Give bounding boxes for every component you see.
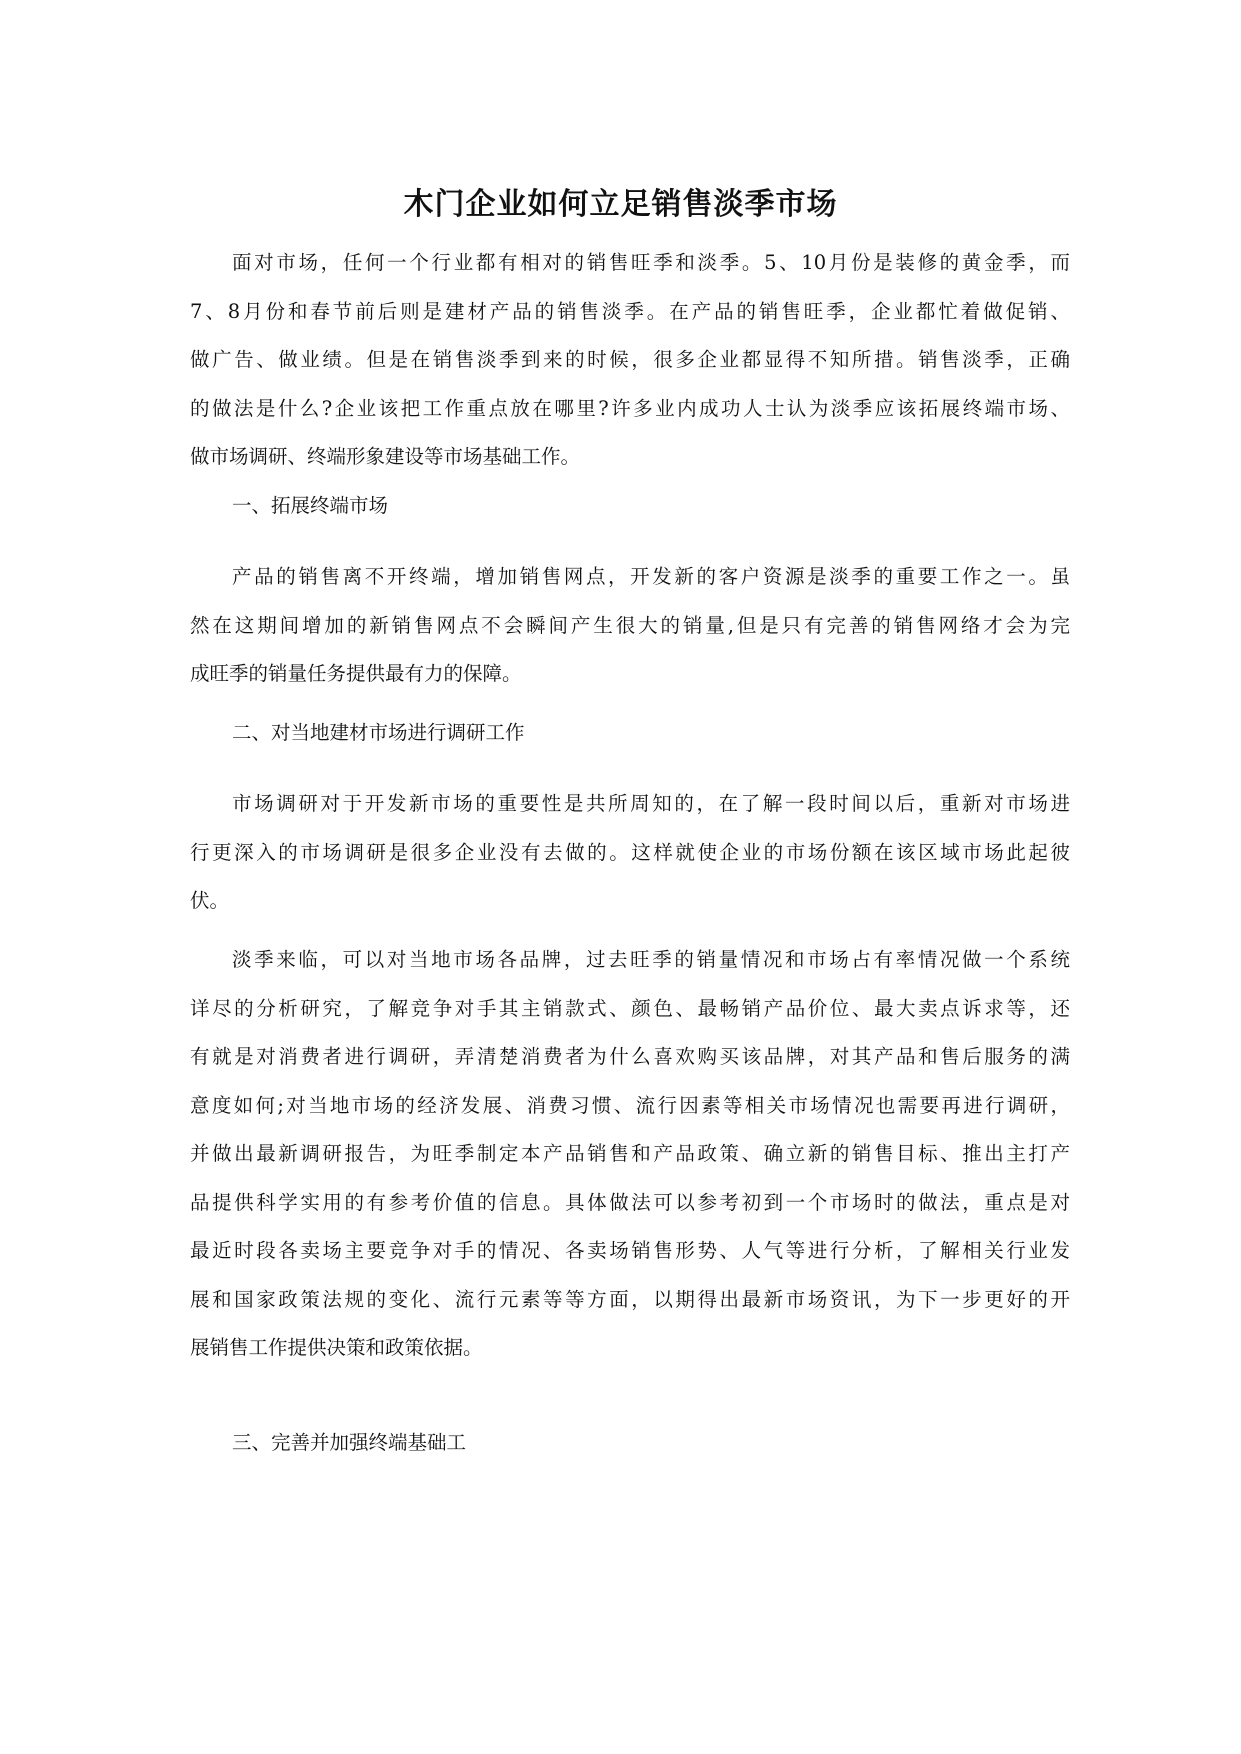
paragraph-line: 7、8月份和春节前后则是建材产品的销售淡季。在产品的销售旺季，企业都忙着做促销、 — [190, 299, 1070, 323]
paragraph-line: 最近时段各卖场主要竞争对手的情况、各卖场销售形势、人气等进行分析，了解相关行业发 — [190, 1239, 1070, 1262]
paragraph-line: 面对市场，任何一个行业都有相对的销售旺季和淡季。5、10月份是装修的黄金季，而 — [232, 251, 1070, 274]
paragraph-line: 然在这期间增加的新销售网点不会瞬间产生很大的销量,但是只有完善的销售网络才会为完 — [190, 613, 1070, 637]
paragraph-line: 意度如何;对当地市场的经济发展、消费习惯、流行因素等相关市场情况也需要再进行调研， — [190, 1093, 1070, 1117]
paragraph-line: 淡季来临，可以对当地市场各品牌，过去旺季的销量情况和市场占有率情况做一个系统 — [232, 948, 1070, 971]
paragraph-line: 做广告、做业绩。但是在销售淡季到来的时候，很多企业都显得不知所措。销售淡季，正确 — [190, 348, 1070, 371]
paragraph-line: 品提供科学实用的有参考价值的信息。具体做法可以参考初到一个市场时的做法，重点是对 — [190, 1190, 1070, 1214]
paragraph-line: 的做法是什么?企业该把工作重点放在哪里?许多业内成功人士认为淡季应该拓展终端市场、 — [190, 396, 1070, 420]
paragraph-line: 并做出最新调研报告，为旺季制定本产品销售和产品政策、确立新的销售目标、推出主打产 — [190, 1142, 1070, 1165]
paragraph-line: 展和国家政策法规的变化、流行元素等等方面，以期得出最新市场资讯，为下一步更好的开 — [190, 1287, 1070, 1311]
paragraph-line: 展销售工作提供决策和政策依据。 — [190, 1336, 483, 1359]
document-title: 木门企业如何立足销售淡季市场 — [403, 187, 838, 222]
section-heading-1: 一、拓展终端市场 — [232, 494, 389, 517]
intro-paragraph — [190, 239, 1070, 482]
paragraph-line: 详尽的分析研究，了解竞争对手其主销款式、颜色、最畅销产品价位、最大卖点诉求等，还 — [190, 996, 1070, 1020]
paragraph-line: 成旺季的销量任务提供最有力的保障。 — [190, 662, 522, 685]
section-heading-3: 三、完善并加强终端基础工 — [232, 1431, 467, 1454]
section-heading-2: 二、对当地建材市场进行调研工作 — [232, 721, 525, 744]
section-1-paragraph — [190, 553, 1070, 699]
paragraph-line: 伏。 — [190, 889, 230, 912]
paragraph-line: 市场调研对于开发新市场的重要性是共所周知的，在了解一段时间以后，重新对市场进 — [232, 792, 1070, 815]
paragraph-line: 有就是对消费者进行调研，弄清楚消费者为什么喜欢购买该品牌，对其产品和售后服务的满 — [190, 1045, 1070, 1068]
section-2-paragraph-2 — [190, 936, 1070, 1373]
paragraph-line: 行更深入的市场调研是很多企业没有去做的。这样就使企业的市场份额在该区域市场此起彼 — [190, 840, 1070, 864]
paragraph-line: 做市场调研、终端形象建设等市场基础工作。 — [190, 445, 581, 468]
paragraph-line: 产品的销售离不开终端，增加销售网点，开发新的客户资源是淡季的重要工作之一。虽 — [232, 565, 1070, 588]
section-2-paragraph — [190, 780, 1070, 926]
